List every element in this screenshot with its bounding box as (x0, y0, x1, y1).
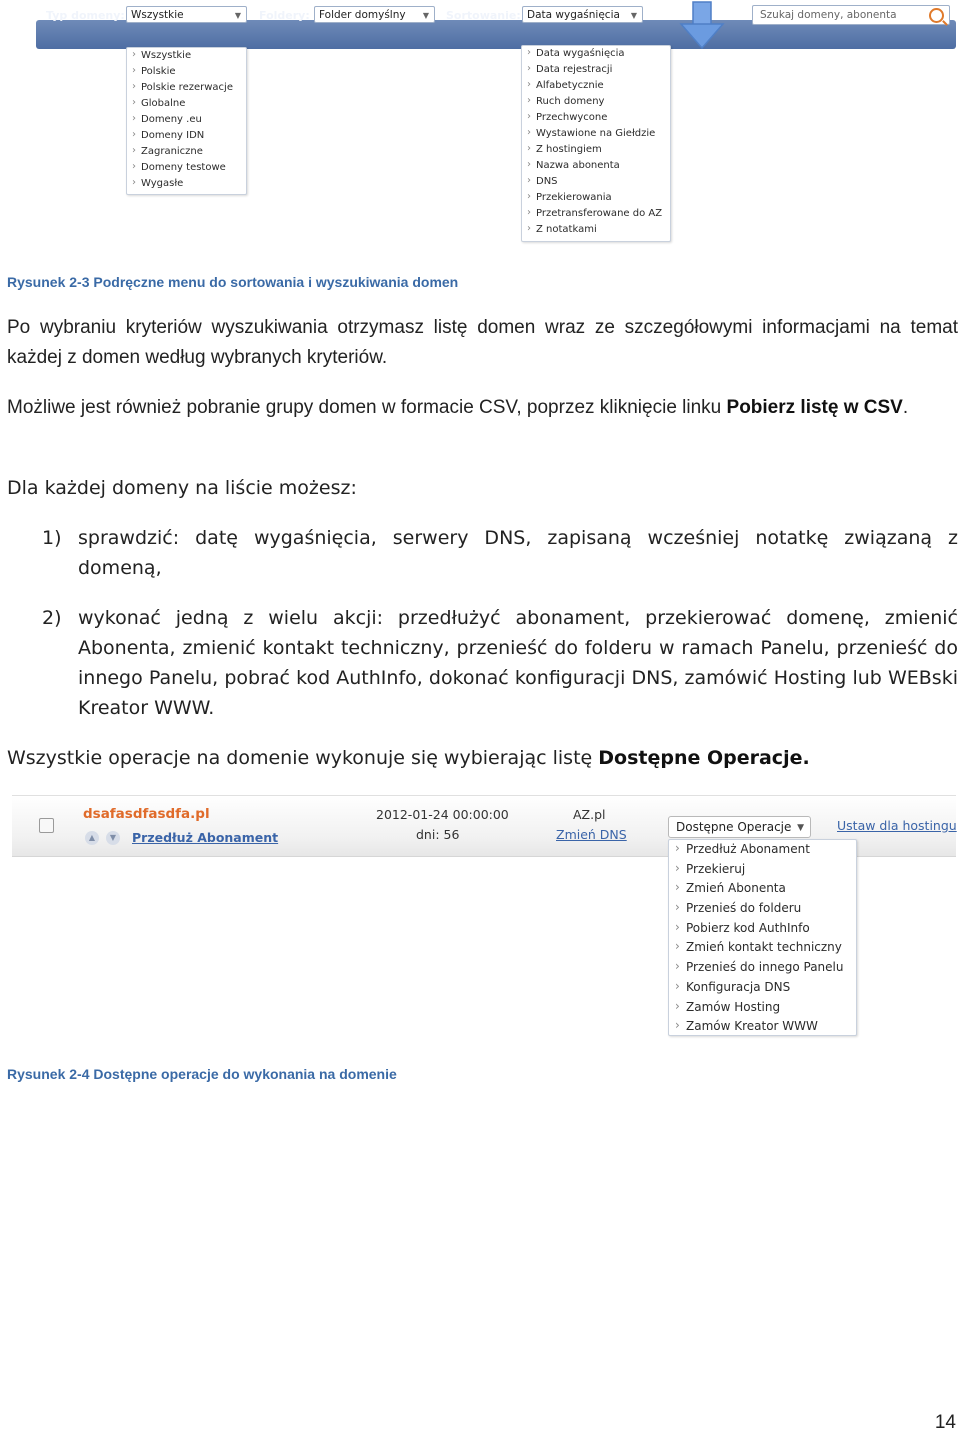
sort-option[interactable]: › Nazwa abonenta (522, 158, 670, 174)
sort-option[interactable]: › DNS (522, 174, 670, 190)
search-placeholder: Szukaj domeny, abonenta (760, 9, 897, 21)
type-option[interactable]: › Zagraniczne (127, 144, 246, 160)
domain-name-link[interactable]: dsafasdfasdfa.pl (83, 806, 210, 822)
operation-option[interactable]: › Pobierz kod AuthInfo (669, 919, 856, 939)
type-option[interactable]: › Domeny IDN (127, 128, 246, 144)
operation-option[interactable]: › Przekieruj (669, 860, 856, 880)
csv-download-link-text: Pobierz listę w CSV (726, 397, 903, 418)
paragraph-2-end: . (902, 397, 909, 418)
sort-option[interactable]: › Przetransferowane do AZ (522, 206, 670, 222)
search-input[interactable] (752, 5, 950, 25)
operations-select[interactable] (668, 816, 811, 838)
up-icon[interactable]: ▲ (85, 831, 99, 845)
sort-option[interactable]: › Przekierowania (522, 190, 670, 206)
list-text: wykonać jedną z wielu akcji: przedłużyć abonament, przekierować domenę, zmienić Abonenta, zmienić kontakt techniczny, przenieść do folderu w ramach Panelu, przenieść do innego Panelu, pobrać kod AuthInfo, dokonać konfiguracji DNS, zamówić Hosting lub WEBski Kreator WWW. (78, 607, 958, 719)
folders-select[interactable] (314, 6, 435, 23)
renew-subscription-link[interactable]: Przedłuż Abonament (132, 830, 279, 845)
operation-option[interactable]: › Zmień kontakt techniczny (669, 938, 856, 958)
list-text: sprawdzić: datę wygaśnięcia, serwery DNS, zapisaną wcześniej notatkę związaną z domeną, (78, 527, 958, 579)
folders-select-value: Folder domyślny (319, 9, 406, 21)
list-item (42, 523, 958, 583)
sort-option[interactable]: › Z notatkami (522, 222, 670, 238)
chevron-down-icon: ▼ (234, 11, 241, 20)
operations-select-value: Dostępne Operacje (676, 820, 792, 834)
paragraph-4 (7, 743, 958, 773)
sort-option[interactable]: › Wystawione na Giełdzie (522, 126, 670, 142)
sort-option[interactable]: › Z hostingiem (522, 142, 670, 158)
sort-select[interactable] (522, 6, 643, 23)
search-icon[interactable] (929, 8, 944, 23)
paragraph-2 (7, 393, 958, 423)
down-icon[interactable]: ▼ (106, 831, 120, 845)
chevron-down-icon: ▼ (422, 11, 429, 20)
folders-label: Foldery: (259, 9, 310, 22)
chevron-down-icon: ▼ (797, 823, 804, 833)
type-select-value: Wszystkie (131, 9, 184, 21)
sort-option[interactable]: › Alfabetycznie (522, 78, 670, 94)
type-dropdown (126, 47, 247, 195)
list-number: 1) (42, 527, 62, 549)
sort-option[interactable]: › Data rejestracji (522, 62, 670, 78)
type-option[interactable]: › Globalne (127, 96, 246, 112)
operation-option[interactable]: › Przenieś do folderu (669, 899, 856, 919)
down-arrow-icon (679, 0, 725, 50)
operation-option[interactable]: › Konfiguracja DNS (669, 978, 856, 998)
operation-option[interactable]: › Zmień Abonenta (669, 879, 856, 899)
sort-dropdown (521, 45, 671, 242)
row-checkbox[interactable] (39, 818, 54, 833)
type-option[interactable]: › Domeny .eu (127, 112, 246, 128)
paragraph-2-text: Możliwe jest również pobranie grupy domen w formacie CSV, poprzez kliknięcie linku (7, 397, 727, 418)
sort-option[interactable]: › Ruch domeny (522, 94, 670, 110)
operation-option[interactable]: › Zamów Hosting (669, 998, 856, 1018)
page-number: 14 (934, 1412, 956, 1433)
type-label: Typ domeny: (46, 9, 125, 22)
change-dns-link[interactable]: Zmień DNS (556, 827, 627, 842)
available-operations-text: Dostępne Operacje. (598, 747, 810, 769)
type-option[interactable]: › Polskie rezerwacje (127, 80, 246, 96)
sort-option[interactable]: › Przechwycone (522, 110, 670, 126)
registrar: AZ.pl (573, 807, 606, 822)
days-remaining: dni: 56 (416, 827, 460, 842)
type-select[interactable] (126, 6, 247, 23)
sort-select-value: Data wygaśnięcia (527, 9, 620, 21)
sort-option[interactable]: › Data wygaśnięcia (522, 46, 670, 62)
paragraph-3: Dla każdej domeny na liście możesz: (7, 477, 357, 499)
figure-caption-2: Rysunek 2-4 Dostępne operacje do wykonania na domenie (7, 1066, 397, 1082)
operation-option[interactable]: › Przedłuż Abonament (669, 840, 856, 860)
type-option[interactable]: › Wszystkie (127, 48, 246, 64)
set-for-hosting-link[interactable]: Ustaw dla hostingu (837, 818, 957, 833)
type-option[interactable]: › Wygasłe (127, 176, 246, 192)
type-option[interactable]: › Domeny testowe (127, 160, 246, 176)
sort-label: Sortowanie: (446, 9, 521, 22)
figure-caption-1: Rysunek 2-3 Podręczne menu do sortowania i wyszukiwania domen (7, 274, 459, 290)
chevron-down-icon: ▼ (630, 11, 637, 20)
paragraph-1: Po wybraniu kryteriów wyszukiwania otrzymasz listę domen wraz ze szczegółowymi informacjami na temat każdej z domen według wybranych kryteriów. (7, 317, 958, 368)
list-number: 2) (42, 607, 62, 629)
operation-option[interactable]: › Przenieś do innego Panelu (669, 958, 856, 978)
paragraph-4-text: Wszystkie operacje na domenie wykonuje się wybierając listę (7, 747, 599, 769)
operations-dropdown (668, 839, 857, 1036)
expiry-date: 2012-01-24 00:00:00 (376, 807, 509, 822)
type-option[interactable]: › Polskie (127, 64, 246, 80)
operation-option[interactable]: › Zamów Kreator WWW (669, 1017, 856, 1037)
list-item (42, 603, 958, 723)
